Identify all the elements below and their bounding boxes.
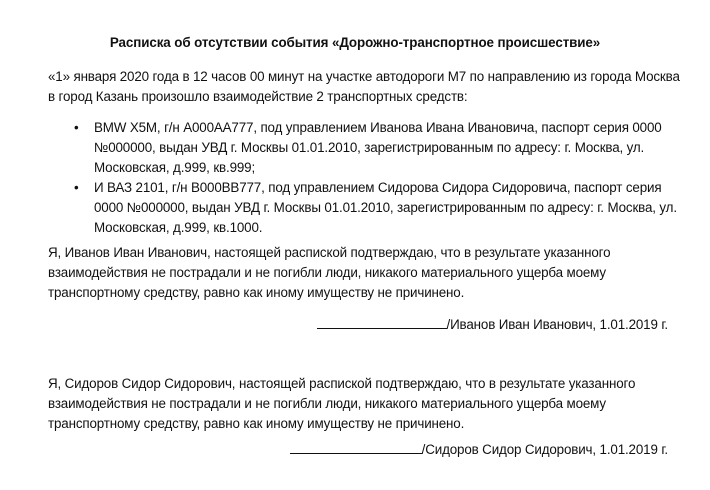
vehicle-list	[48, 118, 688, 238]
statement-ivanov: Я, Иванов Иван Иванович, настоящей распиской подтверждаю, что в результате указанного взаимодействия не пострадали и не погибли люди, никакого материального ущерба моему транспортному средству, равно как иному имуществу не причинено.	[48, 245, 611, 300]
bullet-icon: •	[74, 180, 79, 195]
vehicle-text: И ВАЗ 2101, г/н В000ВВ777, под управлением Сидорова Сидора Сидоровича, паспорт серия 0000 №000000, выдан УВД г. Москвы 01.01.2010, зарегистрированным по адресу: г. Москва, ул. Московская, д.999, кв.1000.	[94, 180, 677, 235]
signature-text: /Сидоров Сидор Сидорович, 1.01.2019 г.	[421, 442, 668, 457]
signature-line	[290, 439, 422, 454]
vehicle-item	[48, 118, 688, 178]
signature-sidorov	[290, 439, 668, 460]
signature-ivanov	[317, 314, 668, 335]
signature-text: /Иванов Иван Иванович, 1.01.2019 г.	[446, 317, 668, 332]
signature-line	[317, 314, 447, 329]
document-title: Расписка об отсутствии события «Дорожно-транспортное происшествие»	[109, 35, 601, 50]
statement-sidorov: Я, Сидоров Сидор Сидорович, настоящей распиской подтверждаю, что в результате указанного взаимодействия не пострадали и не погибли люди, никакого материального ущерба моему транспортному средству, равно как иному имуществу не причинено.	[48, 376, 636, 431]
vehicle-item	[48, 178, 688, 238]
incident-description: «1» января 2020 года в 12 часов 00 минут на участке автодороги М7 по направлению из города Москва в город Казань произошло взаимодействие 2 транспортных средств:	[48, 69, 680, 104]
bullet-icon: •	[74, 120, 79, 135]
vehicle-text: BMW X5M, г/н А000АА777, под управлением Иванова Ивана Ивановича, паспорт серия 0000 №000000, выдан УВД г. Москвы 01.01.2010, зарегистрированным по адресу: г. Москва, ул. Московская, д.999, кв.999;	[94, 120, 662, 175]
